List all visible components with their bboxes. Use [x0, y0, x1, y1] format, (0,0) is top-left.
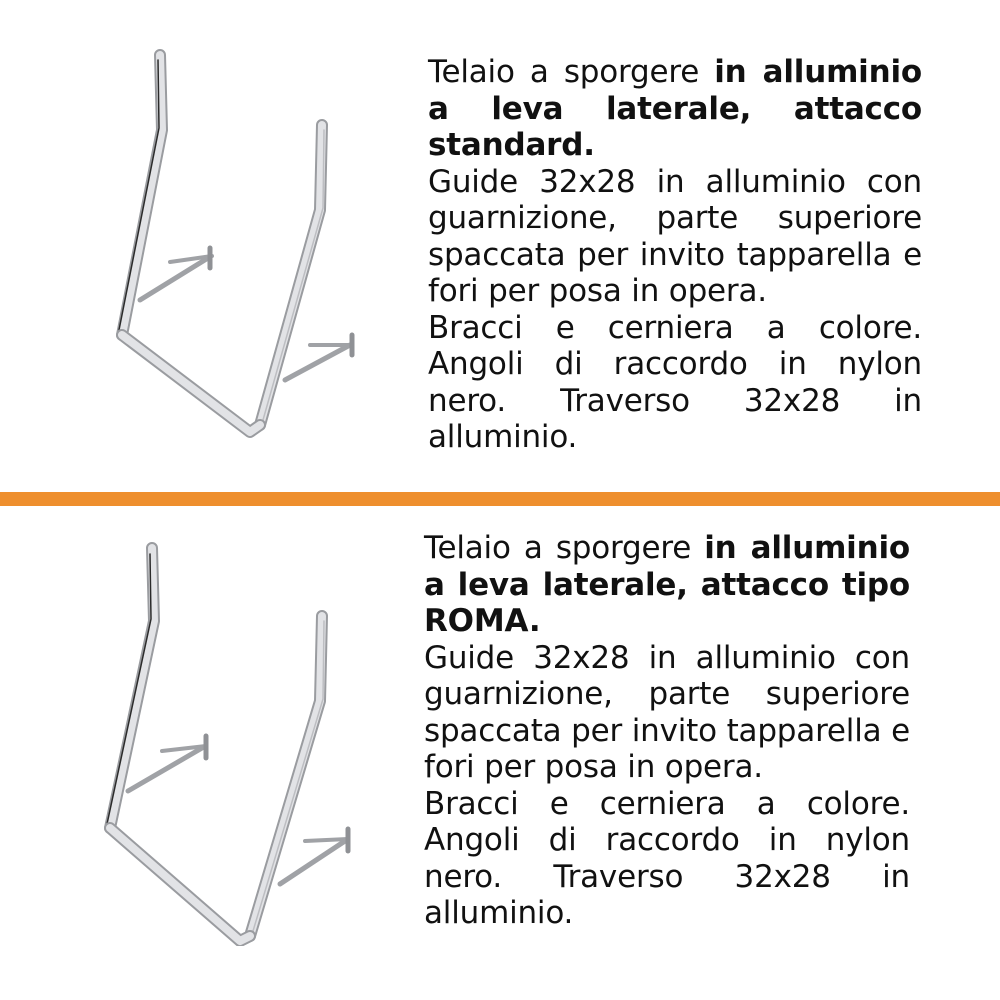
product-section-standard	[0, 0, 1000, 492]
heading-bold: in alluminio a leva laterale, attacco standard.	[428, 54, 922, 163]
guide-description: Guide 32x28 in alluminio con guarnizione, parte superiore spaccata per invito tapparella e fori per posa in opera.	[428, 163, 922, 309]
awning-frame-illustration	[100, 40, 390, 450]
awning-frame-illustration	[90, 536, 380, 946]
product-heading	[424, 530, 910, 640]
product-description-standard	[428, 54, 922, 456]
arms-description: Bracci e cerniera a colore. Angoli di raccordo in nylon nero. Traverso 32x28 in alluminio.	[428, 309, 922, 455]
heading-bold: in alluminio a leva laterale, attacco tipo ROMA.	[424, 530, 910, 639]
heading-normal: Telaio a sporgere	[428, 54, 715, 90]
product-image-standard	[100, 40, 390, 450]
product-section-roma	[0, 506, 1000, 1000]
product-image-roma	[90, 536, 380, 946]
product-description-roma	[424, 530, 910, 932]
product-heading	[428, 54, 922, 164]
arms-description: Bracci e cerniera a colore. Angoli di raccordo in nylon nero. Traverso 32x28 in alluminio.	[424, 785, 910, 931]
guide-description: Guide 32x28 in alluminio con guarnizione, parte superiore spaccata per invito tapparella e fori per posa in opera.	[424, 639, 910, 785]
section-divider	[0, 492, 1000, 506]
heading-normal: Telaio a sporgere	[424, 530, 705, 566]
